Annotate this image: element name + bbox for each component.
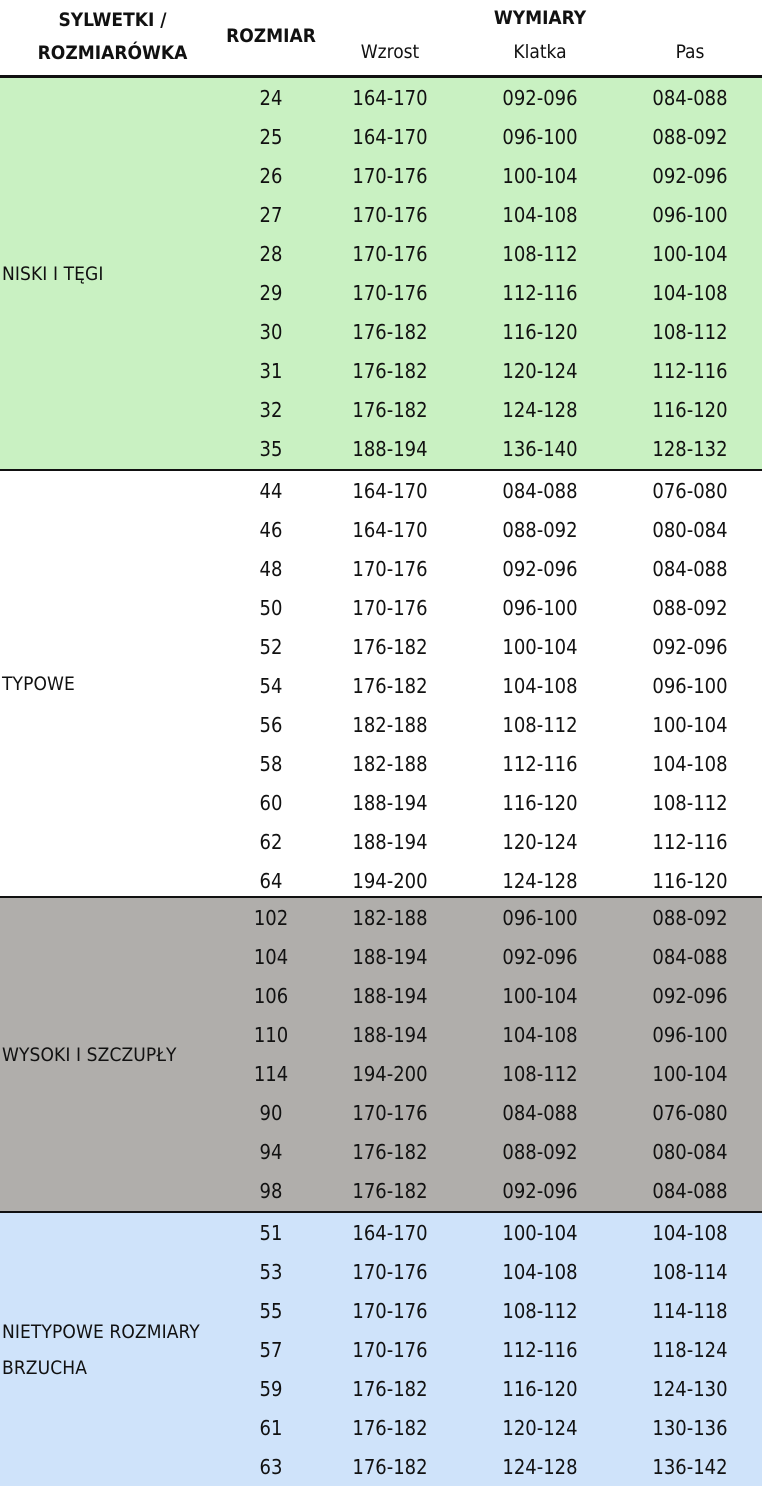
height-cell: 176-182 <box>352 320 428 344</box>
table-row <box>0 667 762 706</box>
height-cell: 170-176 <box>352 281 428 305</box>
size-cell: 106 <box>253 984 289 1008</box>
table-row <box>0 352 762 391</box>
group-typowe <box>0 471 762 896</box>
height-cell: 188-194 <box>352 1023 428 1047</box>
waist-cell: 084-088 <box>652 557 728 581</box>
height-cell: 182-188 <box>352 713 428 737</box>
group-divider <box>0 896 762 898</box>
table-row <box>0 589 762 628</box>
chest-cell: 088-092 <box>502 1140 578 1164</box>
height-cell: 176-182 <box>352 674 428 698</box>
group-wysoki <box>0 898 762 1211</box>
chest-cell: 096-100 <box>502 125 578 149</box>
height-cell: 182-188 <box>352 752 428 776</box>
size-cell: 50 <box>259 596 283 620</box>
size-cell: 59 <box>259 1377 283 1401</box>
size-cell: 63 <box>259 1455 283 1479</box>
chest-cell: 124-128 <box>502 398 578 422</box>
table-row <box>0 1253 762 1292</box>
table-row <box>0 1016 762 1055</box>
chest-cell: 116-120 <box>502 791 578 815</box>
size-cell: 51 <box>259 1221 283 1245</box>
chest-cell: 116-120 <box>502 1377 578 1401</box>
height-cell: 170-176 <box>352 164 428 188</box>
table-row <box>0 823 762 862</box>
height-cell: 188-194 <box>352 984 428 1008</box>
waist-cell: 096-100 <box>652 674 728 698</box>
chest-cell: 120-124 <box>502 830 578 854</box>
waist-cell: 096-100 <box>652 203 728 227</box>
size-cell: 28 <box>259 242 283 266</box>
waist-cell: 076-080 <box>652 479 728 503</box>
size-cell: 26 <box>259 164 283 188</box>
waist-cell: 080-084 <box>652 1140 728 1164</box>
size-cell: 104 <box>253 945 289 969</box>
chest-cell: 100-104 <box>502 1221 578 1245</box>
size-cell: 52 <box>259 635 283 659</box>
table-row <box>0 977 762 1016</box>
chest-cell: 112-116 <box>502 752 578 776</box>
waist-cell: 116-120 <box>652 398 728 422</box>
size-cell: 114 <box>253 1062 289 1086</box>
height-cell: 188-194 <box>352 791 428 815</box>
size-cell: 56 <box>259 713 283 737</box>
height-cell: 194-200 <box>352 1062 428 1086</box>
height-cell: 176-182 <box>352 359 428 383</box>
table-row <box>0 550 762 589</box>
size-cell: 30 <box>259 320 283 344</box>
waist-cell: 104-108 <box>652 1221 728 1245</box>
height-cell: 194-200 <box>352 869 428 893</box>
size-cell: 102 <box>253 906 289 930</box>
table-row <box>0 628 762 667</box>
height-cell: 170-176 <box>352 1338 428 1362</box>
height-cell: 164-170 <box>352 1221 428 1245</box>
chest-cell: 116-120 <box>502 320 578 344</box>
table-row <box>0 511 762 550</box>
chest-cell: 108-112 <box>502 713 578 737</box>
size-cell: 98 <box>259 1179 283 1203</box>
chest-cell: 096-100 <box>502 906 578 930</box>
size-header: ROZMIAR <box>226 25 316 47</box>
height-header: Wzrost <box>360 41 420 63</box>
chest-cell: 104-108 <box>502 203 578 227</box>
chest-cell: 092-096 <box>502 945 578 969</box>
silhouette-header <box>10 4 215 70</box>
waist-cell: 096-100 <box>652 1023 728 1047</box>
waist-cell: 100-104 <box>652 242 728 266</box>
height-cell: 164-170 <box>352 479 428 503</box>
chest-cell: 104-108 <box>502 1260 578 1284</box>
size-cell: 55 <box>259 1299 283 1323</box>
size-cell: 48 <box>259 557 283 581</box>
table-row <box>0 235 762 274</box>
table-row <box>0 196 762 235</box>
chest-cell: 092-096 <box>502 86 578 110</box>
waist-cell: 080-084 <box>652 518 728 542</box>
table-row <box>0 313 762 352</box>
chest-cell: 120-124 <box>502 1416 578 1440</box>
height-cell: 170-176 <box>352 596 428 620</box>
chest-cell: 124-128 <box>502 1455 578 1479</box>
table-row <box>0 1409 762 1448</box>
chest-cell: 104-108 <box>502 674 578 698</box>
waist-cell: 136-142 <box>652 1455 728 1479</box>
silhouette-header-line2: ROZMIARÓWKA <box>37 42 188 64</box>
group-label-line: WYSOKI I SZCZUPŁY <box>2 1044 177 1066</box>
height-cell: 170-176 <box>352 1101 428 1125</box>
chest-cell: 112-116 <box>502 281 578 305</box>
table-row <box>0 1370 762 1409</box>
table-row <box>0 938 762 977</box>
group-divider <box>0 469 762 471</box>
group-label-line: NIETYPOWE ROZMIARY <box>2 1321 200 1343</box>
waist-cell: 088-092 <box>652 596 728 620</box>
chest-cell: 136-140 <box>502 437 578 461</box>
size-cell: 53 <box>259 1260 283 1284</box>
height-cell: 170-176 <box>352 557 428 581</box>
waist-cell: 088-092 <box>652 906 728 930</box>
waist-cell: 076-080 <box>652 1101 728 1125</box>
chest-cell: 108-112 <box>502 242 578 266</box>
table-row <box>0 1055 762 1094</box>
size-cell: 94 <box>259 1140 283 1164</box>
size-cell: 31 <box>259 359 283 383</box>
waist-cell: 100-104 <box>652 1062 728 1086</box>
chest-cell: 104-108 <box>502 1023 578 1047</box>
size-cell: 62 <box>259 830 283 854</box>
group-niski <box>0 78 762 469</box>
table-row <box>0 1133 762 1172</box>
size-cell: 61 <box>259 1416 283 1440</box>
waist-cell: 092-096 <box>652 635 728 659</box>
table-row <box>0 1094 762 1133</box>
size-cell: 57 <box>259 1338 283 1362</box>
table-header <box>0 0 762 78</box>
table-row <box>0 1172 762 1211</box>
group-label-line: TYPOWE <box>2 673 75 695</box>
chest-cell: 108-112 <box>502 1062 578 1086</box>
waist-cell: 124-130 <box>652 1377 728 1401</box>
size-cell: 110 <box>253 1023 289 1047</box>
height-cell: 170-176 <box>352 1260 428 1284</box>
height-cell: 176-182 <box>352 1179 428 1203</box>
waist-cell: 100-104 <box>652 713 728 737</box>
height-cell: 176-182 <box>352 1416 428 1440</box>
height-cell: 176-182 <box>352 1377 428 1401</box>
height-cell: 188-194 <box>352 830 428 854</box>
waist-cell: 116-120 <box>652 869 728 893</box>
table-row <box>0 706 762 745</box>
size-cell: 44 <box>259 479 283 503</box>
group-label-line: NISKI I TĘGI <box>2 263 104 285</box>
table-row <box>0 1214 762 1253</box>
table-row <box>0 430 762 469</box>
silhouette-header-line1: SYLWETKI / <box>58 9 167 31</box>
table-row <box>0 1331 762 1370</box>
size-cell: 24 <box>259 86 283 110</box>
height-cell: 170-176 <box>352 1299 428 1323</box>
size-cell: 25 <box>259 125 283 149</box>
chest-cell: 124-128 <box>502 869 578 893</box>
chest-cell: 100-104 <box>502 984 578 1008</box>
height-cell: 176-182 <box>352 1140 428 1164</box>
height-cell: 170-176 <box>352 242 428 266</box>
table-row <box>0 745 762 784</box>
table-row <box>0 1448 762 1487</box>
group-label-line: BRZUCHA <box>2 1357 88 1379</box>
table-row <box>0 899 762 938</box>
size-cell: 46 <box>259 518 283 542</box>
height-cell: 176-182 <box>352 635 428 659</box>
height-cell: 188-194 <box>352 437 428 461</box>
waist-cell: 108-112 <box>652 320 728 344</box>
waist-cell: 104-108 <box>652 281 728 305</box>
height-cell: 176-182 <box>352 398 428 422</box>
size-cell: 27 <box>259 203 283 227</box>
measurements-header: WYMIARY <box>493 7 587 29</box>
table-row <box>0 472 762 511</box>
waist-cell: 092-096 <box>652 164 728 188</box>
size-cell: 35 <box>259 437 283 461</box>
waist-cell: 084-088 <box>652 1179 728 1203</box>
height-cell: 182-188 <box>352 906 428 930</box>
chest-cell: 088-092 <box>502 518 578 542</box>
height-cell: 164-170 <box>352 86 428 110</box>
waist-cell: 108-114 <box>652 1260 728 1284</box>
table-row <box>0 274 762 313</box>
chest-cell: 100-104 <box>502 635 578 659</box>
chest-cell: 112-116 <box>502 1338 578 1362</box>
group-divider <box>0 1211 762 1213</box>
waist-cell: 128-132 <box>652 437 728 461</box>
size-cell: 29 <box>259 281 283 305</box>
chest-cell: 084-088 <box>502 1101 578 1125</box>
chest-header: Klatka <box>513 41 567 63</box>
waist-cell: 084-088 <box>652 945 728 969</box>
table-row <box>0 157 762 196</box>
group-nietypowe <box>0 1213 762 1486</box>
waist-cell: 112-116 <box>652 359 728 383</box>
size-cell: 90 <box>259 1101 283 1125</box>
table-row <box>0 1292 762 1331</box>
height-cell: 176-182 <box>352 1455 428 1479</box>
waist-cell: 114-118 <box>652 1299 728 1323</box>
chest-cell: 108-112 <box>502 1299 578 1323</box>
size-cell: 60 <box>259 791 283 815</box>
waist-cell: 130-136 <box>652 1416 728 1440</box>
chest-cell: 096-100 <box>502 596 578 620</box>
size-cell: 58 <box>259 752 283 776</box>
waist-cell: 112-116 <box>652 830 728 854</box>
height-cell: 164-170 <box>352 518 428 542</box>
size-cell: 54 <box>259 674 283 698</box>
table-row <box>0 784 762 823</box>
chest-cell: 092-096 <box>502 1179 578 1203</box>
waist-cell: 104-108 <box>652 752 728 776</box>
waist-cell: 092-096 <box>652 984 728 1008</box>
size-cell: 64 <box>259 869 283 893</box>
table-row <box>0 391 762 430</box>
waist-cell: 108-112 <box>652 791 728 815</box>
waist-header: Pas <box>675 41 705 63</box>
waist-cell: 118-124 <box>652 1338 728 1362</box>
height-cell: 170-176 <box>352 203 428 227</box>
table-row <box>0 79 762 118</box>
chest-cell: 120-124 <box>502 359 578 383</box>
size-cell: 32 <box>259 398 283 422</box>
height-cell: 164-170 <box>352 125 428 149</box>
height-cell: 188-194 <box>352 945 428 969</box>
chest-cell: 084-088 <box>502 479 578 503</box>
waist-cell: 088-092 <box>652 125 728 149</box>
chest-cell: 092-096 <box>502 557 578 581</box>
waist-cell: 084-088 <box>652 86 728 110</box>
table-row <box>0 118 762 157</box>
chest-cell: 100-104 <box>502 164 578 188</box>
